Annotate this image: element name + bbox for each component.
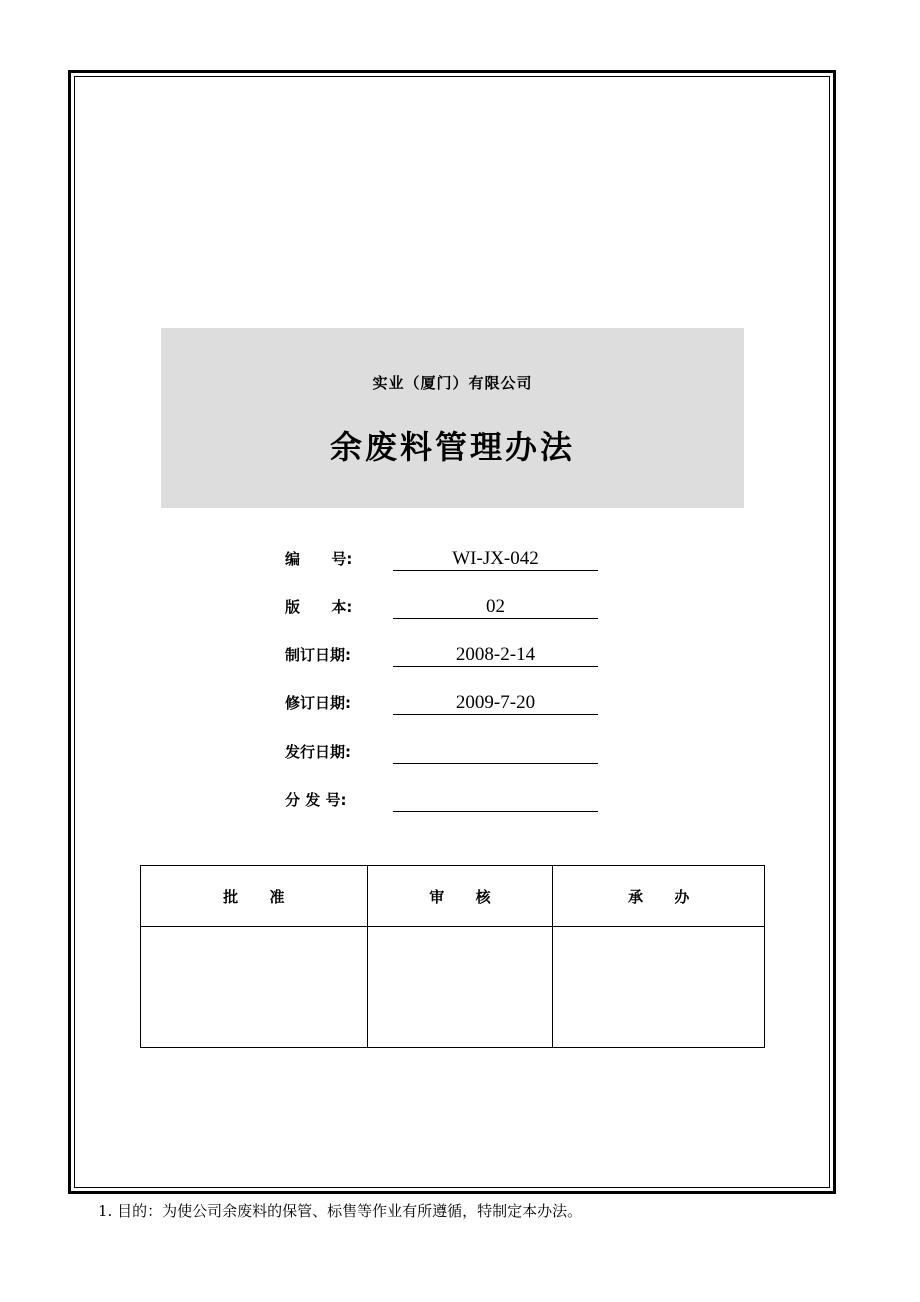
- company-name: 实业（厦门）有限公司: [372, 374, 533, 392]
- version-label: 版 本:: [285, 598, 353, 616]
- review-header: 审 核: [367, 866, 553, 927]
- title-block: [161, 328, 744, 508]
- doc-number-label: 编 号:: [285, 550, 353, 568]
- handler-signature-cell: [553, 927, 765, 1048]
- doc-number-value: WI-JX-042: [393, 548, 598, 571]
- distribution-number-value: [393, 789, 598, 812]
- approve-header: 批 准: [141, 866, 368, 927]
- issue-date-value: [393, 741, 598, 764]
- distribution-number-label: 分 发 号:: [285, 791, 347, 809]
- revised-date-label: 修订日期:: [285, 694, 351, 712]
- created-date-value: 2008-2-14: [393, 644, 598, 667]
- version-value: 02: [393, 596, 598, 619]
- approval-header-row: [141, 866, 765, 927]
- approval-signature-row: [141, 927, 765, 1048]
- revised-date-value: 2009-7-20: [393, 692, 598, 715]
- issue-date-label: 发行日期:: [285, 743, 351, 761]
- review-signature-cell: [367, 927, 553, 1048]
- approval-table: [140, 865, 765, 1048]
- document-title: 余废料管理办法: [329, 428, 575, 466]
- handler-header: 承 办: [553, 866, 765, 927]
- created-date-label: 制订日期:: [285, 646, 351, 664]
- approve-signature-cell: [141, 927, 368, 1048]
- purpose-paragraph: 1. 目的：为使公司余废料的保管、标售等作业有所遵循，特制定本办法。: [98, 1202, 583, 1220]
